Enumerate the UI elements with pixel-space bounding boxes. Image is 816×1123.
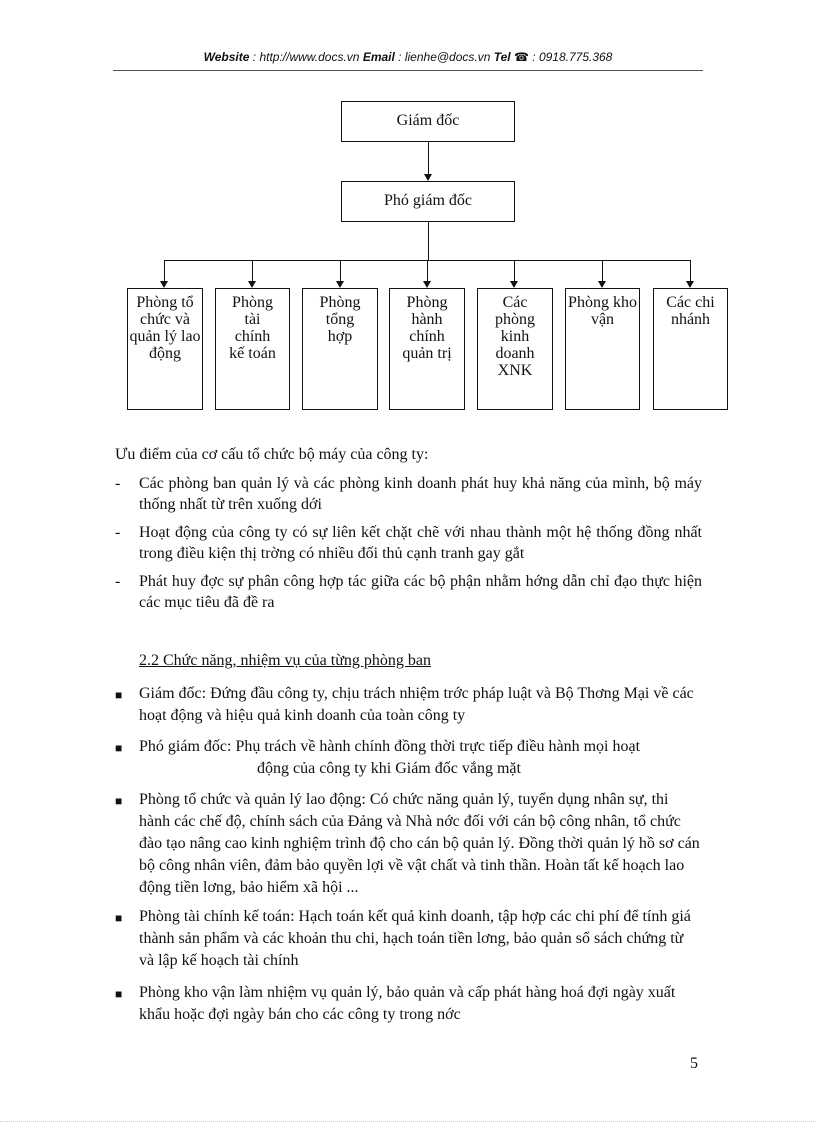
list-item: ■ Giám đốc: Đứng đầu công ty, chịu trách nhiệm trớc pháp luật và Bộ Thơng Mại về các hoạt động và hiệu quả kinh doanh của toàn công ty — [115, 685, 694, 724]
arrow-down-icon — [336, 281, 344, 288]
connector-drop — [340, 260, 341, 281]
org-box-department: Phòng tổ chức và quản lý lao động — [127, 288, 203, 410]
square-bullet-icon: ■ — [115, 688, 123, 702]
org-box-department: Phòng kho vận — [565, 288, 640, 410]
connector-drop — [602, 260, 603, 281]
list-item: ■ Phòng tổ chức và quản lý lao động: Có chức năng quản lý, tuyển dụng nhân sự, thi hành các chế độ, chính sách của Đảng và Nhà nớc đối với cán bộ công nhân, tổ chức đào tạo nâng cao kinh nghiệm trình độ cho cán bộ quản lý. Đồng thời quản lý hồ sơ cán bộ công nhân viên, đảm bảo quyền lợi về vật chất và tinh thần. Hoàn tất kế hoạch lao động tiền lơng, bảo hiểm xã hội ... — [115, 791, 700, 896]
connector-drop — [252, 260, 253, 281]
arrow-down-icon — [686, 281, 694, 288]
arrow-down-icon — [160, 281, 168, 288]
org-box-department: Phòng tổng hợp — [302, 288, 378, 410]
org-box-director: Giám đốc — [341, 101, 515, 142]
connector-drop — [427, 260, 428, 281]
org-box-deputy: Phó giám đốc — [341, 181, 515, 222]
list-item: - Hoạt động của công ty có sự liên kết chặt chẽ với nhau thành một hệ thống đồng nhất trong điều kiện thị trờng có nhiều đối thủ cạnh tranh gay gắt — [115, 524, 702, 562]
list-item: - Các phòng ban quản lý và các phòng kinh doanh phát huy khả năng của mình, bộ máy thống nhất từ trên xuống dới — [115, 475, 702, 513]
dash-icon: - — [115, 475, 121, 492]
website-value[interactable]: : http://www.docs.vn — [249, 50, 363, 64]
section-heading: 2.2 Chức năng, nhiệm vụ của từng phòng ban — [139, 652, 431, 669]
org-box-department: Các phòng kinh doanh XNK — [477, 288, 553, 410]
connector-director-deputy — [428, 142, 429, 174]
connector-drop — [164, 260, 165, 281]
list-item: - Phát huy đợc sự phân công hợp tác giữa các bộ phận nhằm hớng dẫn chỉ đạo thực hiện các mục tiêu đã đề ra — [115, 573, 702, 611]
org-box-department: Phòng hành chính quản trị — [389, 288, 465, 410]
arrow-down-icon — [423, 281, 431, 288]
email-value[interactable]: : lienhe@docs.vn — [394, 50, 494, 64]
dash-icon: - — [115, 573, 121, 590]
page-number: 5 — [690, 1055, 698, 1072]
square-bullet-icon: ■ — [115, 911, 123, 925]
advantages-intro: Ưu điểm của cơ cấu tổ chức bộ máy của công ty: — [115, 446, 429, 463]
list-item: ■ Phòng tài chính kế toán: Hạch toán kết quả kinh doanh, tập hợp các chi phí để tính giá thành sản phẩm và các khoản thu chi, hạch toán tiền lơng, bảo quản sổ sách chứng từ và lập kế hoạch tài chính — [115, 908, 691, 969]
connector-deputy-bus — [428, 222, 429, 260]
org-box-department: Các chi nhánh — [653, 288, 728, 410]
tel-value: : 0918.775.368 — [528, 50, 613, 64]
tel-label: Tel ☎ — [493, 50, 529, 64]
arrow-down-icon — [248, 281, 256, 288]
connector-drop — [514, 260, 515, 281]
arrow-down-icon — [424, 174, 432, 181]
square-bullet-icon: ■ — [115, 987, 123, 1001]
list-item: ■ Phó giám đốc: Phụ trách về hành chính đồng thời trực tiếp điều hành mọi hoạt động của công ty khi Giám đốc vắng mặt — [115, 738, 641, 777]
email-label: Email — [362, 50, 395, 64]
list-item: ■ Phòng kho vận làm nhiệm vụ quản lý, bảo quản và cấp phát hàng hoá đợi ngày xuất khẩu hoặc đợi ngày bán cho các công ty trong nớc — [115, 984, 676, 1023]
page-header — [0, 50, 816, 64]
header-divider — [113, 70, 703, 71]
square-bullet-icon: ■ — [115, 794, 123, 808]
org-box-department: Phòng tài chính kế toán — [215, 288, 290, 410]
website-label: Website — [203, 50, 250, 64]
arrow-down-icon — [598, 281, 606, 288]
page-bottom-divider — [0, 1121, 816, 1122]
square-bullet-icon: ■ — [115, 741, 123, 755]
arrow-down-icon — [510, 281, 518, 288]
dash-icon: - — [115, 524, 121, 541]
connector-drop — [690, 260, 691, 281]
